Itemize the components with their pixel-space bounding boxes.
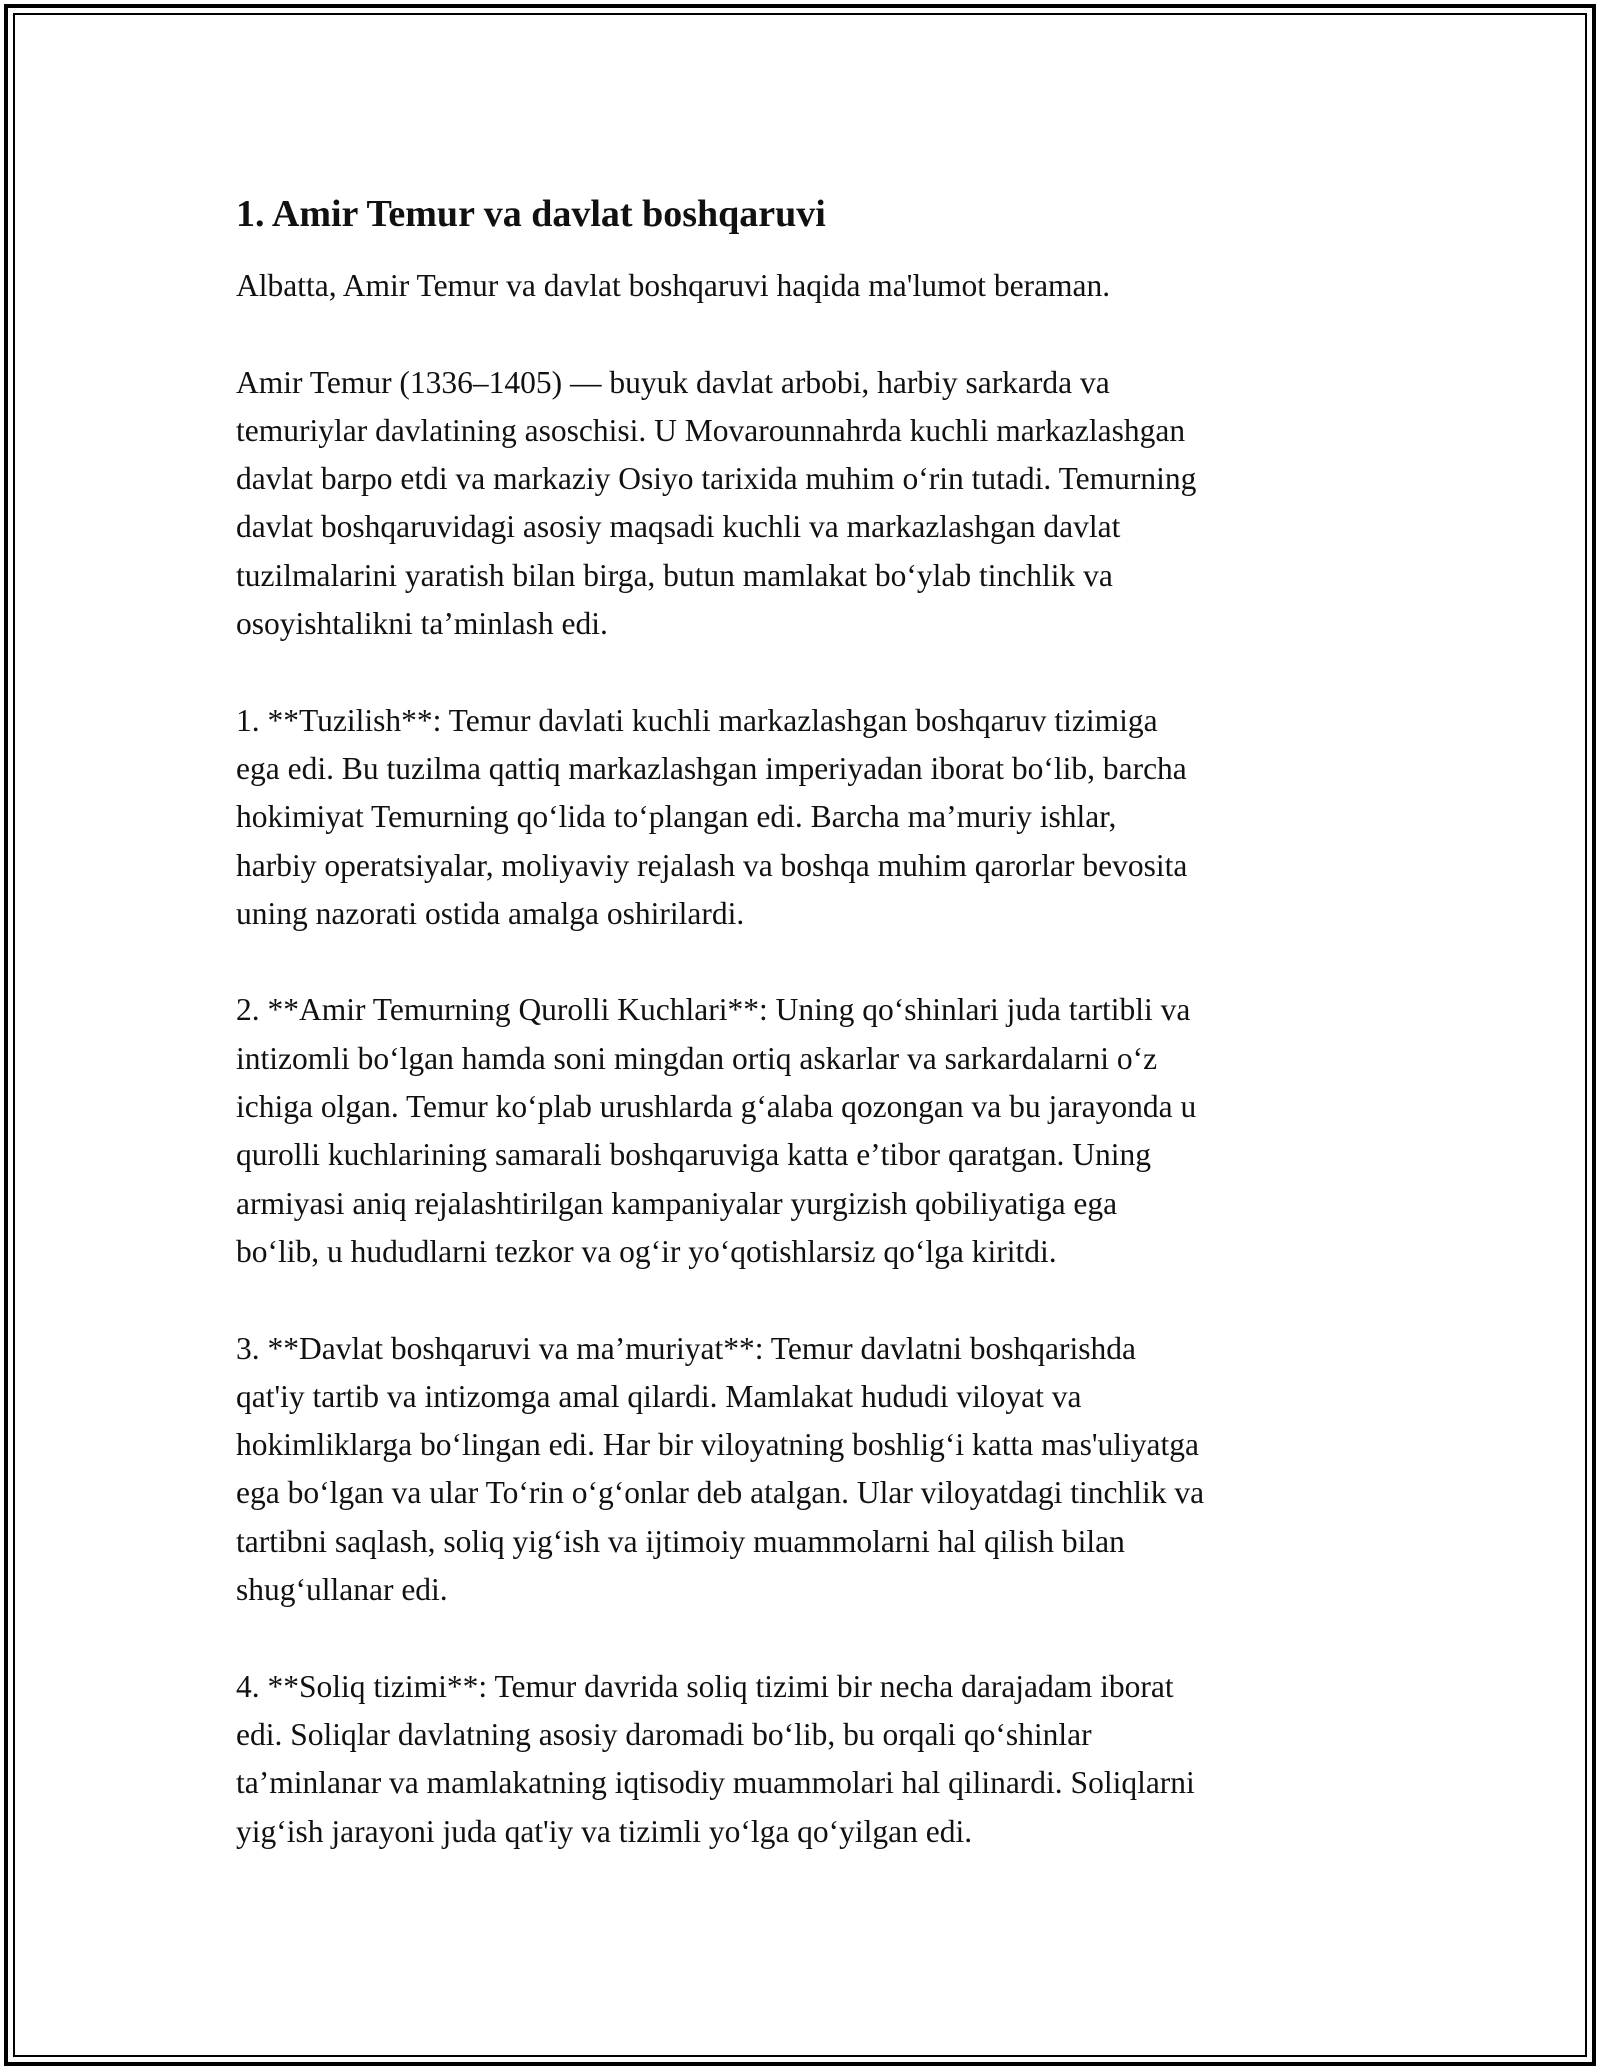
intro-paragraph: Albatta, Amir Temur va davlat boshqaruvi haqida ma'lumot beraman. <box>236 268 1111 303</box>
overview-paragraph: Amir Temur (1336–1405) — buyuk davlat arbobi, harbiy sarkarda va temuriylar davlatining asoschisi. U Movarounnahrda kuchli markazlashgan davlat barpo etdi va markaziy Osiyo tarixida muhim oʻrin tutadi. Temurning davlat boshqaruvidagi asosiy maqsadi kuchli va markazlashgan davlat tuzilmalarini yaratish bilan birga, butun mamlakat boʻylab tinchlik va osoyishtalikni taʼminlash edi. <box>236 364 1197 642</box>
armed-forces-paragraph: 2. **Amir Temurning Qurolli Kuchlari**: Uning qoʻshinlari juda tartibli va intizomli boʻlgan hamda soni mingdan ortiq askarlar va sarkardalarni oʻz ichiga olgan. Temur koʻplab urushlarda gʻalaba qozongan va bu jarayonda u qurolli kuchlarining samarali boshqaruviga katta eʼtibor qaratgan. Uning armiyasi aniq rejalashtirilgan kampaniyalar yurgizish qobiliyatiga ega boʻlib, u hududlarni tezkor va ogʻir yoʻqotishlarsiz qoʻlga kiritdi. <box>236 992 1197 1269</box>
administration-paragraph: 3. **Davlat boshqaruvi va maʼmuriyat**: Temur davlatni boshqarishda qat'iy tartib va intizomga amal qilardi. Mamlakat hududi viloyat va hokimliklarga boʻlingan edi. Har bir viloyatning boshligʻi katta mas'uliyatga ega boʻlgan va ular Toʻrin oʻgʻonlar deb atalgan. Ular viloyatdagi tinchlik va tartibni saqlash, soliq yigʻish va ijtimoiy muammolarni hal qilish bilan shugʻullanar edi. <box>236 1330 1205 1608</box>
structure-paragraph: 1. **Tuzilish**: Temur davlati kuchli markazlashgan boshqaruv tizimiga ega edi. Bu tuzilma qattiq markazlashgan imperiyadan iborat boʻlib, barcha hokimiyat Temurning qoʻlida toʻplangan edi. Barcha maʼmuriy ishlar, harbiy operatsiyalar, moliyaviy rejalash va boshqa muhim qarorlar bevosita uning nazorati ostida amalga oshirilardi. <box>236 702 1188 931</box>
tax-system-paragraph: 4. **Soliq tizimi**: Temur davrida soliq tizimi bir necha darajadam iborat edi. Soliqlar davlatning asosiy daromadi boʻlib, bu orqali qoʻshinlar taʼminlanar va mamlakatning iqtisodiy muammolari hal qilinardi. Soliqlarni yigʻish jarayoni juda qat'iy va tizimli yoʻlga qoʻyilgan edi. <box>236 1668 1195 1849</box>
document-body <box>236 188 1396 1904</box>
document-heading: 1. Amir Temur va davlat boshqaruvi <box>236 193 826 235</box>
